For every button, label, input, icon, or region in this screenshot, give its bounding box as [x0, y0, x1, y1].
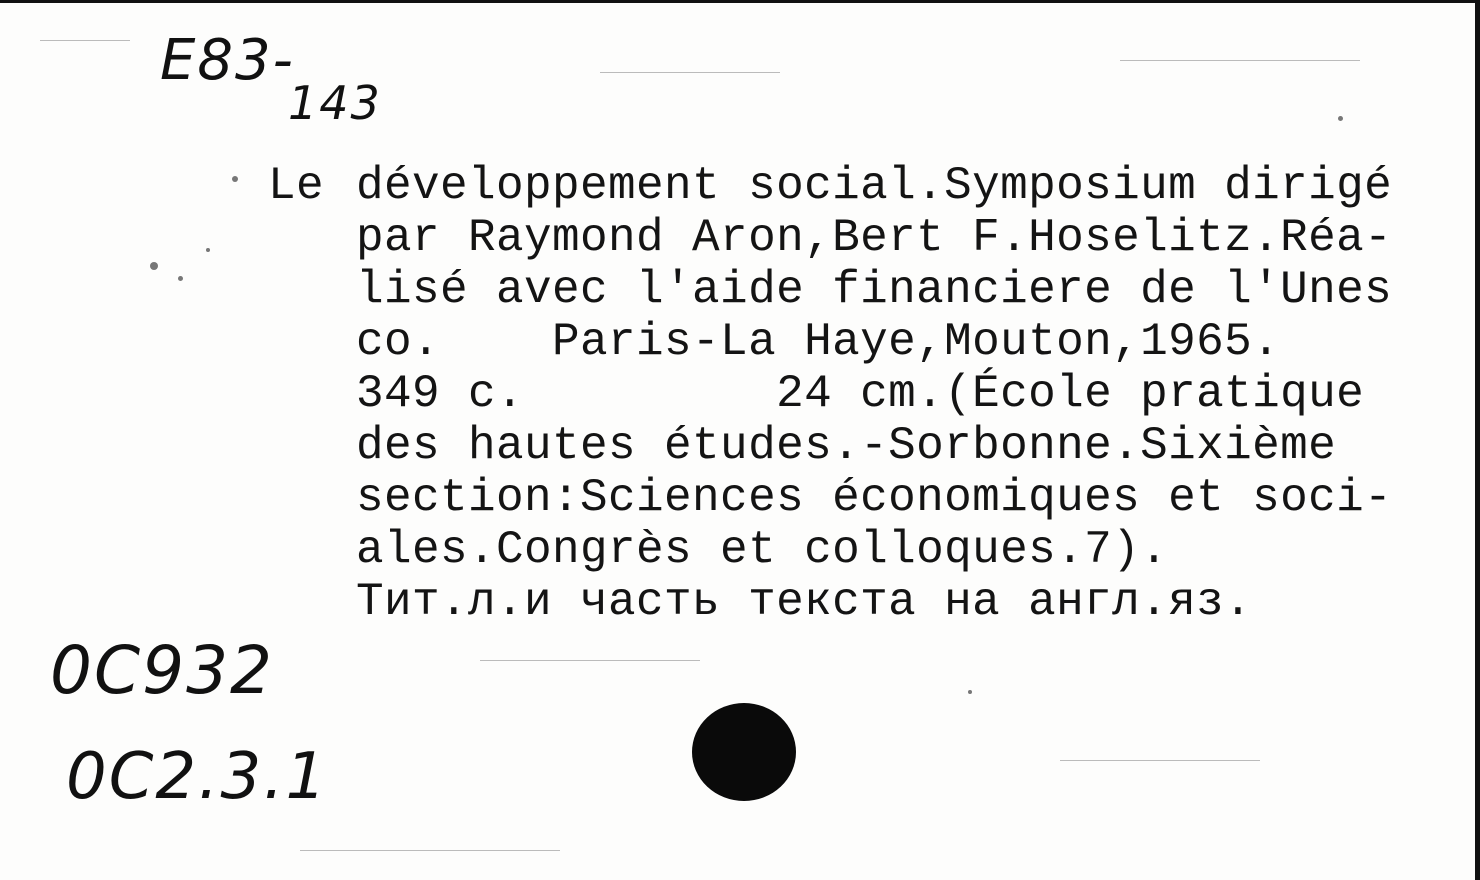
entry-lead-word: Le — [268, 160, 325, 212]
card-top-edge — [0, 0, 1480, 3]
scan-speck — [150, 262, 158, 270]
entry-line-2: par Raymond Aron,Bert F.Hoselitz.Réa- — [356, 212, 1393, 264]
entry-line-6: des hautes études.-Sorbonne.Sixième — [356, 420, 1337, 472]
scan-line — [480, 660, 700, 661]
entry-line-7: section:Sciences économiques et soci- — [356, 472, 1393, 524]
classification-code-2: 0C2.3.1 — [66, 740, 329, 814]
entry-line-4: co. Paris-La Haye,Mouton,1965. — [356, 316, 1281, 368]
scan-line — [600, 72, 780, 73]
scan-speck — [968, 690, 972, 694]
scan-speck — [206, 248, 210, 252]
entry-line-1: développement social.Symposium dirigé — [356, 160, 1393, 212]
entry-line-9: Тит.л.и часть текста на англ.яз. — [356, 576, 1253, 628]
shelfmark-line1: E83- — [160, 28, 295, 93]
shelfmark-line2: 143 — [288, 76, 382, 130]
entry-line-5: 349 c. 24 cm.(École pratique — [356, 368, 1365, 420]
scan-line — [1120, 60, 1360, 61]
classification-code-1: 0C932 — [50, 632, 275, 709]
entry-line-3: lisé avec l'aide financiere de l'Unes — [356, 264, 1393, 316]
scan-speck — [232, 176, 238, 182]
scan-line — [1060, 760, 1260, 761]
punch-hole — [692, 703, 796, 801]
card-right-edge — [1475, 0, 1480, 880]
scan-speck — [178, 276, 183, 281]
entry-line-8: ales.Congrès et colloques.7). — [356, 524, 1169, 576]
scan-speck — [1338, 116, 1343, 121]
scan-line — [300, 850, 560, 851]
scan-line — [40, 40, 130, 41]
